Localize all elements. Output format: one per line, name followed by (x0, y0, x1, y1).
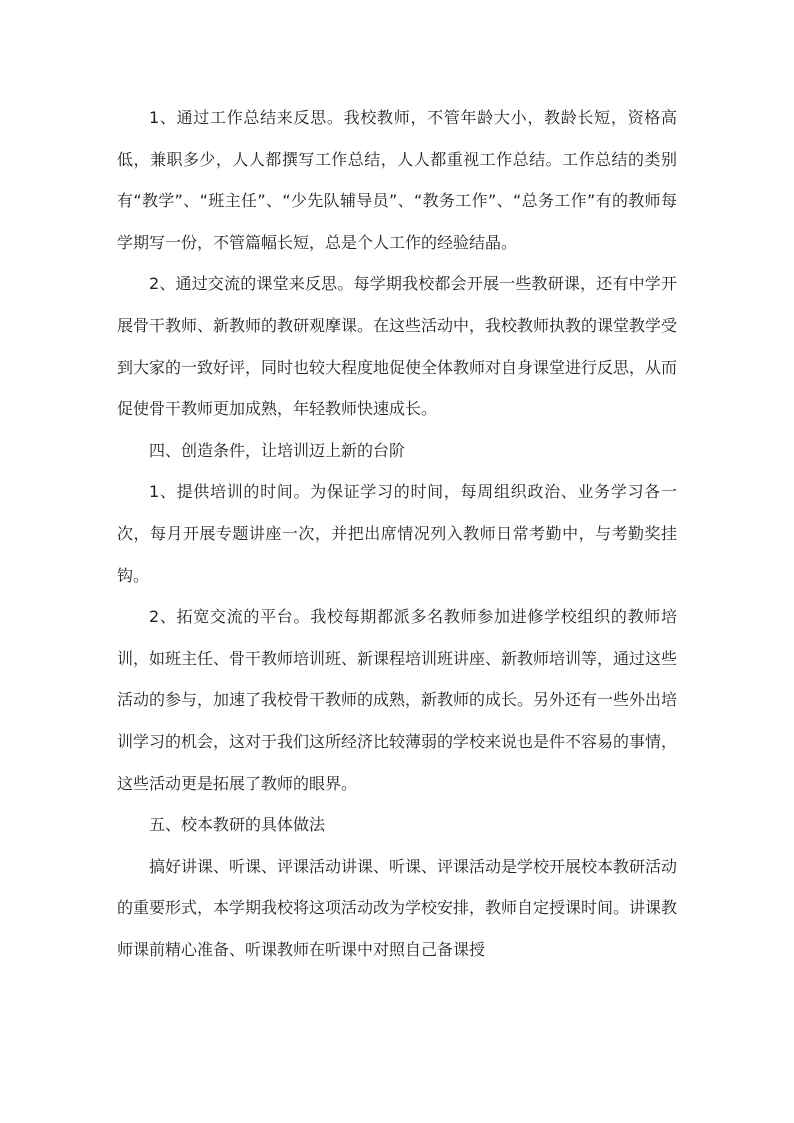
paragraph-lecture-activities: 搞好讲课、听课、评课活动讲课、听课、评课活动是学校开展校本教研活动的重要形式，本学期我校将这项活动改为学校安排，教师自定授课时间。讲课教师课前精心准备、听课教师在听课中对照自己备课授 (117, 856, 678, 959)
document-body (117, 97, 677, 970)
paragraph-exchange-platform: 2、拓宽交流的平台。我校每期都派多名教师参加进修学校组织的教师培训，如班主任、骨干教师培训班、新课程培训班讲座、新教师培训等，通过这些活动的参与，加速了我校骨干教师的成熟，新教师的成长。另外还有一些外出培训学习的机会，这对于我们这所经济比较薄弱的学校来说也是件不容易的事情，这些活动更是拓展了教师的眼界。 (117, 607, 678, 793)
paragraph-training-time: 1、提供培训的时间。为保证学习的时间，每周组织政治、业务学习各一次，每月开展专题讲座一次，并把出席情况列入教师日常考勤中，与考勤奖挂钩。 (117, 482, 677, 585)
paragraph-classroom-reflection: 2、通过交流的课堂来反思。每学期我校都会开展一些教研课，还有中学开展骨干教师、新教师的教研观摩课。在这些活动中，我校教师执教的课堂教学受到大家的一致好评，同时也较大程度地促使全体教师对自身课堂进行反思，从而促使骨干教师更加成熟，年轻教师快速成长。 (117, 274, 678, 419)
section-heading-research: 五、校本教研的具体做法 (149, 815, 326, 835)
paragraph-summary-reflection: 1、通过工作总结来反思。我校教师，不管年龄大小，教龄长短，资格高低，兼职多少，人人都撰写工作总结，人人都重视工作总结。工作总结的类别有“教学”、“班主任”、“少先队辅导员”、“教务工作”、“总务工作”有的教师每学期写一份，不管篇幅长短，总是个人工作的经验结晶。 (117, 108, 677, 252)
section-heading-training: 四、创造条件，让培训迈上新的台阶 (149, 440, 406, 460)
